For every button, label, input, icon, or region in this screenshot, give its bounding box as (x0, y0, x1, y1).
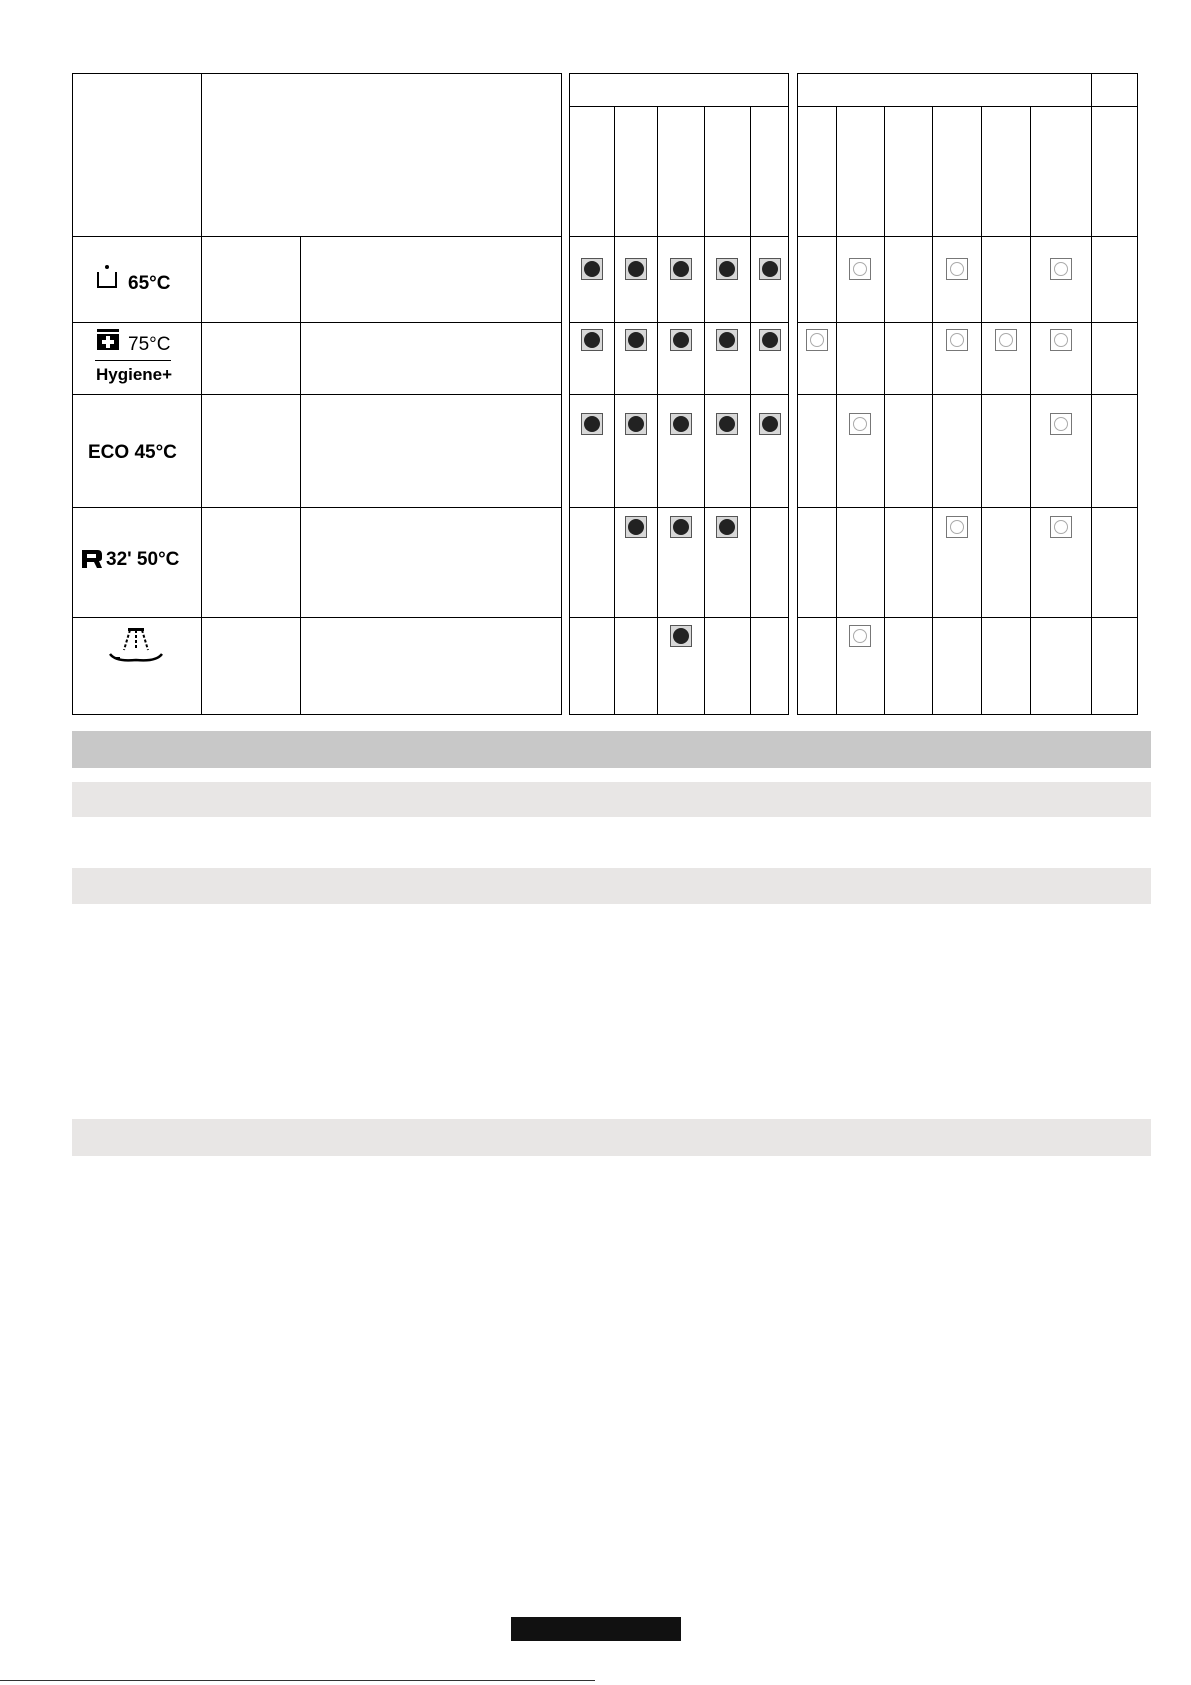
row-line (797, 236, 1138, 237)
filled-indicator-icon (625, 329, 647, 351)
filled-indicator-icon (581, 329, 603, 351)
filled-indicator-icon (716, 516, 738, 538)
table-row-divider (72, 236, 562, 237)
empty-indicator-icon (1050, 329, 1072, 351)
column-line (704, 106, 705, 715)
empty-indicator-icon (1050, 413, 1072, 435)
row-line (569, 394, 789, 395)
table-row-divider (72, 322, 562, 323)
spray-icon (108, 626, 164, 671)
empty-indicator-icon (806, 329, 828, 351)
table-row-divider (72, 617, 562, 618)
empty-indicator-icon (946, 516, 968, 538)
table-row-divider (72, 394, 562, 395)
filled-indicator-icon (759, 329, 781, 351)
program-label: 75°C (128, 334, 171, 355)
page-number-block (511, 1617, 681, 1641)
row-line (569, 507, 789, 508)
filled-indicator-icon (759, 413, 781, 435)
filled-indicator-icon (670, 516, 692, 538)
filled-indicator-icon (716, 329, 738, 351)
row-line (569, 617, 789, 618)
column-line (1030, 106, 1031, 715)
empty-indicator-icon (1050, 516, 1072, 538)
filled-indicator-icon (670, 413, 692, 435)
table-row-divider (72, 507, 562, 508)
empty-indicator-icon (849, 258, 871, 280)
empty-indicator-icon (849, 413, 871, 435)
column-line (657, 106, 658, 715)
row-line (569, 322, 789, 323)
program-label: ECO 45°C (88, 442, 177, 463)
row-line (797, 617, 1138, 618)
column-line (932, 106, 933, 715)
filled-indicator-icon (670, 625, 692, 647)
program-label: 32' 50°C (106, 549, 180, 570)
table-divider (300, 236, 301, 715)
empty-indicator-icon (1050, 258, 1072, 280)
footer-rule (0, 1680, 595, 1681)
column-line (750, 106, 751, 715)
section-band-light (72, 868, 1151, 904)
filled-indicator-icon (670, 258, 692, 280)
empty-indicator-icon (849, 625, 871, 647)
filled-indicator-icon (581, 258, 603, 280)
group-header-line (569, 106, 789, 107)
filled-indicator-icon (625, 258, 647, 280)
group-header-line (797, 106, 1138, 107)
pot-plus-icon (96, 328, 120, 357)
filled-indicator-icon (716, 413, 738, 435)
program-sublabel: Hygiene+ (96, 365, 173, 384)
row-line (797, 507, 1138, 508)
empty-indicator-icon (995, 329, 1017, 351)
pot-icon (95, 264, 119, 295)
section-band-light (72, 782, 1151, 817)
empty-indicator-icon (946, 329, 968, 351)
filled-indicator-icon (759, 258, 781, 280)
filled-indicator-icon (625, 516, 647, 538)
empty-indicator-icon (946, 258, 968, 280)
filled-indicator-icon (670, 329, 692, 351)
filled-indicator-icon (581, 413, 603, 435)
row-line (797, 322, 1138, 323)
column-line (884, 106, 885, 715)
label-underline (95, 360, 171, 361)
rapid-r-icon (82, 550, 102, 573)
column-line (836, 106, 837, 715)
row-line (797, 394, 1138, 395)
program-label: 65°C (128, 273, 171, 294)
column-line (981, 106, 982, 715)
row-line (569, 236, 789, 237)
section-band-dark (72, 731, 1151, 768)
column-line (614, 106, 615, 715)
filled-indicator-icon (625, 413, 647, 435)
section-band-light (72, 1119, 1151, 1156)
filled-indicator-icon (716, 258, 738, 280)
